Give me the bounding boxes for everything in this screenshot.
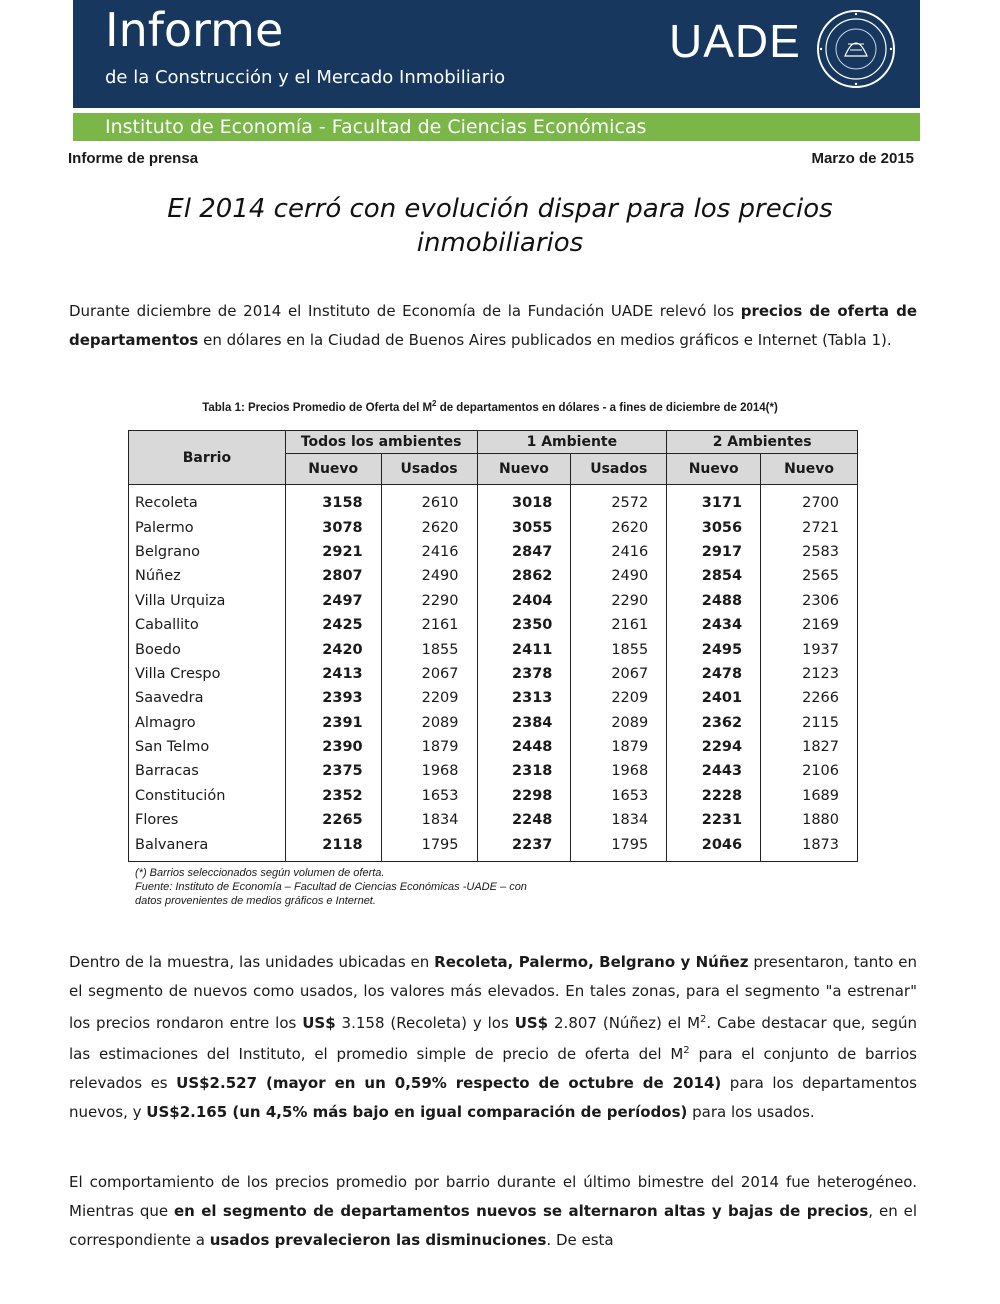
- value-cell: 2393: [285, 686, 381, 710]
- value-cell: 2375: [285, 759, 381, 783]
- table-row: [129, 759, 858, 783]
- value-cell: 2404: [477, 589, 571, 613]
- value-cell: 1689: [761, 784, 858, 808]
- barrio-cell: Núñez: [129, 564, 286, 588]
- superscript: 2: [683, 1045, 690, 1057]
- table-row: [129, 564, 858, 588]
- subheader-1amb-nuevo: Nuevo: [477, 454, 571, 485]
- barrio-cell: Villa Urquiza: [129, 589, 286, 613]
- value-cell: 2411: [477, 637, 571, 661]
- value-cell: 2209: [381, 686, 477, 710]
- value-cell: 2401: [667, 686, 761, 710]
- value-cell: 2228: [667, 784, 761, 808]
- value-cell: 1873: [761, 832, 858, 861]
- table-row: [129, 613, 858, 637]
- value-cell: 2362: [667, 711, 761, 735]
- col-header-barrio: Barrio: [129, 431, 286, 485]
- superscript: 2: [700, 1013, 707, 1025]
- report-title: Informe: [105, 3, 284, 57]
- table-row: [129, 686, 858, 710]
- barrio-cell: Almagro: [129, 711, 286, 735]
- table-caption-a: Tabla 1: Precios Promedio de Oferta del M: [202, 401, 433, 414]
- footnote-source: Fuente: Instituto de Economía – Facultad de Ciencias Económicas -UADE – con: [135, 881, 527, 893]
- body-text: . De esta: [546, 1230, 614, 1249]
- value-cell: 2265: [285, 808, 381, 832]
- value-cell: 2115: [761, 711, 858, 735]
- barrio-cell: Caballito: [129, 613, 286, 637]
- body-text: El comportamiento de los precios promedio por barrio durante el último bimestre del 2014 fue heterogéneo. Mientras que: [69, 1173, 917, 1220]
- table-row: [129, 735, 858, 759]
- table-caption-b: de departamentos en dólares - a fines de diciembre de 2014(*): [436, 401, 778, 414]
- footnote-source-cont: datos provenientes de medios gráficos e Internet.: [135, 895, 376, 907]
- subheader-1amb-usados: Usados: [571, 454, 667, 485]
- body-text: , en el correspondiente a: [69, 1201, 918, 1249]
- value-cell: 2266: [761, 686, 858, 710]
- value-cell: 1880: [761, 808, 858, 832]
- body-bold: US$: [302, 1013, 336, 1032]
- barrio-cell: Balvanera: [129, 832, 286, 861]
- price-table: [128, 430, 858, 862]
- table-caption: [140, 397, 840, 415]
- barrio-cell: Belgrano: [129, 540, 286, 564]
- value-cell: 2862: [477, 564, 571, 588]
- value-cell: 1834: [381, 808, 477, 832]
- trend-paragraph: [69, 1168, 917, 1254]
- value-cell: 2572: [571, 485, 667, 516]
- table-row: [129, 485, 858, 516]
- barrio-cell: Recoleta: [129, 485, 286, 516]
- report-header-banner: [73, 0, 920, 108]
- value-cell: 2231: [667, 808, 761, 832]
- body-bold: US$: [514, 1013, 549, 1032]
- body-bold: US$2.165 (un 4,5% más bajo en igual comparación de períodos): [146, 1102, 688, 1121]
- value-cell: 1653: [381, 784, 477, 808]
- value-cell: 2443: [667, 759, 761, 783]
- value-cell: 2583: [761, 540, 858, 564]
- value-cell: 2161: [381, 613, 477, 637]
- subheader-2amb-nuevo: Nuevo: [667, 454, 761, 485]
- value-cell: 2169: [761, 613, 858, 637]
- table-row: [129, 589, 858, 613]
- document-type: Informe de prensa: [68, 150, 199, 167]
- barrio-cell: Villa Crespo: [129, 662, 286, 686]
- value-cell: 2161: [571, 613, 667, 637]
- headline: El 2014 cerró con evolución dispar para los precios inmobiliarios: [167, 194, 833, 258]
- value-cell: 2390: [285, 735, 381, 759]
- value-cell: 1879: [571, 735, 667, 759]
- value-cell: 2290: [381, 589, 477, 613]
- body-text: presentaron, tanto en el segmento de nuevos como usados, los valores más elevados. En tales zonas, para el segmento "a estrenar" los precios rondaron entre los: [69, 953, 917, 1032]
- table-row: [129, 784, 858, 808]
- barrio-cell: San Telmo: [129, 735, 286, 759]
- value-cell: 2416: [571, 540, 667, 564]
- table-row: [129, 540, 858, 564]
- barrio-cell: Flores: [129, 808, 286, 832]
- value-cell: 1879: [381, 735, 477, 759]
- value-cell: 1834: [571, 808, 667, 832]
- value-cell: 2565: [761, 564, 858, 588]
- value-cell: 1855: [571, 637, 667, 661]
- body-text: para los usados.: [687, 1102, 815, 1121]
- value-cell: 3158: [285, 485, 381, 516]
- value-cell: 2294: [667, 735, 761, 759]
- table-caption-sup: 2: [432, 399, 437, 408]
- subheader-todos-nuevo: Nuevo: [285, 454, 381, 485]
- body-bold: US$2.527 (mayor en un 0,59% respecto de octubre de 2014): [176, 1074, 722, 1093]
- value-cell: 3056: [667, 515, 761, 539]
- value-cell: 3055: [477, 515, 571, 539]
- table-row: [129, 711, 858, 735]
- value-cell: 2847: [477, 540, 571, 564]
- report-subtitle: de la Construcción y el Mercado Inmobiliario: [105, 67, 506, 88]
- group-header-1-ambiente: 1 Ambiente: [477, 431, 667, 454]
- institute-band: [73, 113, 920, 141]
- body-text: . Cabe destacar que, según las estimaciones del Instituto, el promedio simple de precio de oferta del M: [69, 1013, 917, 1064]
- value-cell: 2384: [477, 711, 571, 735]
- value-cell: 2089: [571, 711, 667, 735]
- footnote-selection: (*) Barrios seleccionados según volumen de oferta.: [135, 867, 385, 879]
- value-cell: 2854: [667, 564, 761, 588]
- value-cell: 2046: [667, 832, 761, 861]
- value-cell: 2495: [667, 637, 761, 661]
- value-cell: 2490: [571, 564, 667, 588]
- value-cell: 2448: [477, 735, 571, 759]
- value-cell: 2620: [381, 515, 477, 539]
- value-cell: 2488: [667, 589, 761, 613]
- body-bold: en el segmento de departamentos nuevos se alternaron altas y bajas de precios: [174, 1201, 869, 1220]
- body-bold: usados prevalecieron las disminuciones: [209, 1230, 547, 1249]
- value-cell: 2620: [571, 515, 667, 539]
- value-cell: 2248: [477, 808, 571, 832]
- value-cell: 2352: [285, 784, 381, 808]
- value-cell: 1653: [571, 784, 667, 808]
- value-cell: 3171: [667, 485, 761, 516]
- value-cell: 2921: [285, 540, 381, 564]
- value-cell: 2478: [667, 662, 761, 686]
- table-row: [129, 662, 858, 686]
- value-cell: 2700: [761, 485, 858, 516]
- value-cell: 1795: [571, 832, 667, 861]
- value-cell: 2306: [761, 589, 858, 613]
- value-cell: 2123: [761, 662, 858, 686]
- table-footnotes: [135, 866, 695, 908]
- body-bold: Recoleta, Palermo, Belgrano y Núñez: [434, 953, 749, 971]
- barrio-cell: Constitución: [129, 784, 286, 808]
- subheader-todos-usados: Usados: [381, 454, 477, 485]
- body-text: para los departamentos nuevos, y: [69, 1074, 917, 1121]
- value-cell: 2290: [571, 589, 667, 613]
- value-cell: 2434: [667, 613, 761, 637]
- group-header-todos: Todos los ambientes: [285, 431, 477, 454]
- intro-paragraph: [69, 297, 917, 355]
- value-cell: 2721: [761, 515, 858, 539]
- value-cell: 2298: [477, 784, 571, 808]
- barrio-cell: Saavedra: [129, 686, 286, 710]
- body-text: para el conjunto de barrios relevados es: [69, 1045, 917, 1093]
- value-cell: 1827: [761, 735, 858, 759]
- uade-logo-text: UADE: [669, 15, 801, 67]
- table-row: [129, 808, 858, 832]
- value-cell: 2416: [381, 540, 477, 564]
- body-text: Dentro de la muestra, las unidades ubicadas en: [69, 953, 435, 971]
- value-cell: 2917: [667, 540, 761, 564]
- value-cell: 2807: [285, 564, 381, 588]
- value-cell: 2237: [477, 832, 571, 861]
- intro-text-1: Durante diciembre de 2014 el Instituto de Economía de la Fundación UADE relevó los: [69, 302, 741, 320]
- value-cell: 1937: [761, 637, 858, 661]
- value-cell: 2420: [285, 637, 381, 661]
- value-cell: 2350: [477, 613, 571, 637]
- value-cell: 1968: [571, 759, 667, 783]
- barrio-cell: Palermo: [129, 515, 286, 539]
- value-cell: 2425: [285, 613, 381, 637]
- value-cell: 2610: [381, 485, 477, 516]
- analysis-paragraph: [69, 948, 917, 1127]
- value-cell: 2378: [477, 662, 571, 686]
- value-cell: 2318: [477, 759, 571, 783]
- value-cell: 1855: [381, 637, 477, 661]
- value-cell: 3078: [285, 515, 381, 539]
- value-cell: 2209: [571, 686, 667, 710]
- table-row: [129, 832, 858, 861]
- group-header-2-ambientes: 2 Ambientes: [667, 431, 858, 454]
- value-cell: 2118: [285, 832, 381, 861]
- intro-text-2: en dólares en la Ciudad de Buenos Aires publicados en medios gráficos e Internet (Tabla 1).: [198, 330, 892, 349]
- table-row: [129, 637, 858, 661]
- value-cell: 2313: [477, 686, 571, 710]
- intro-bold-1: precios de oferta de departamentos: [69, 302, 917, 349]
- value-cell: 2067: [571, 662, 667, 686]
- value-cell: 2490: [381, 564, 477, 588]
- body-text: 3.158 (Recoleta) y los: [335, 1013, 515, 1032]
- institute-band-text: Instituto de Economía - Facultad de Ciencias Económicas: [105, 116, 647, 138]
- uade-seal-icon: [815, 8, 897, 90]
- table-row: [129, 515, 858, 539]
- value-cell: 2497: [285, 589, 381, 613]
- value-cell: 2106: [761, 759, 858, 783]
- body-text: 2.807 (Núñez) el M: [548, 1013, 701, 1032]
- subheader-2amb-nuevo-2: Nuevo: [761, 454, 858, 485]
- value-cell: 3018: [477, 485, 571, 516]
- value-cell: 2413: [285, 662, 381, 686]
- document-date: Marzo de 2015: [811, 150, 914, 167]
- value-cell: 2391: [285, 711, 381, 735]
- value-cell: 2067: [381, 662, 477, 686]
- barrio-cell: Boedo: [129, 637, 286, 661]
- value-cell: 2089: [381, 711, 477, 735]
- value-cell: 1795: [381, 832, 477, 861]
- barrio-cell: Barracas: [129, 759, 286, 783]
- value-cell: 1968: [381, 759, 477, 783]
